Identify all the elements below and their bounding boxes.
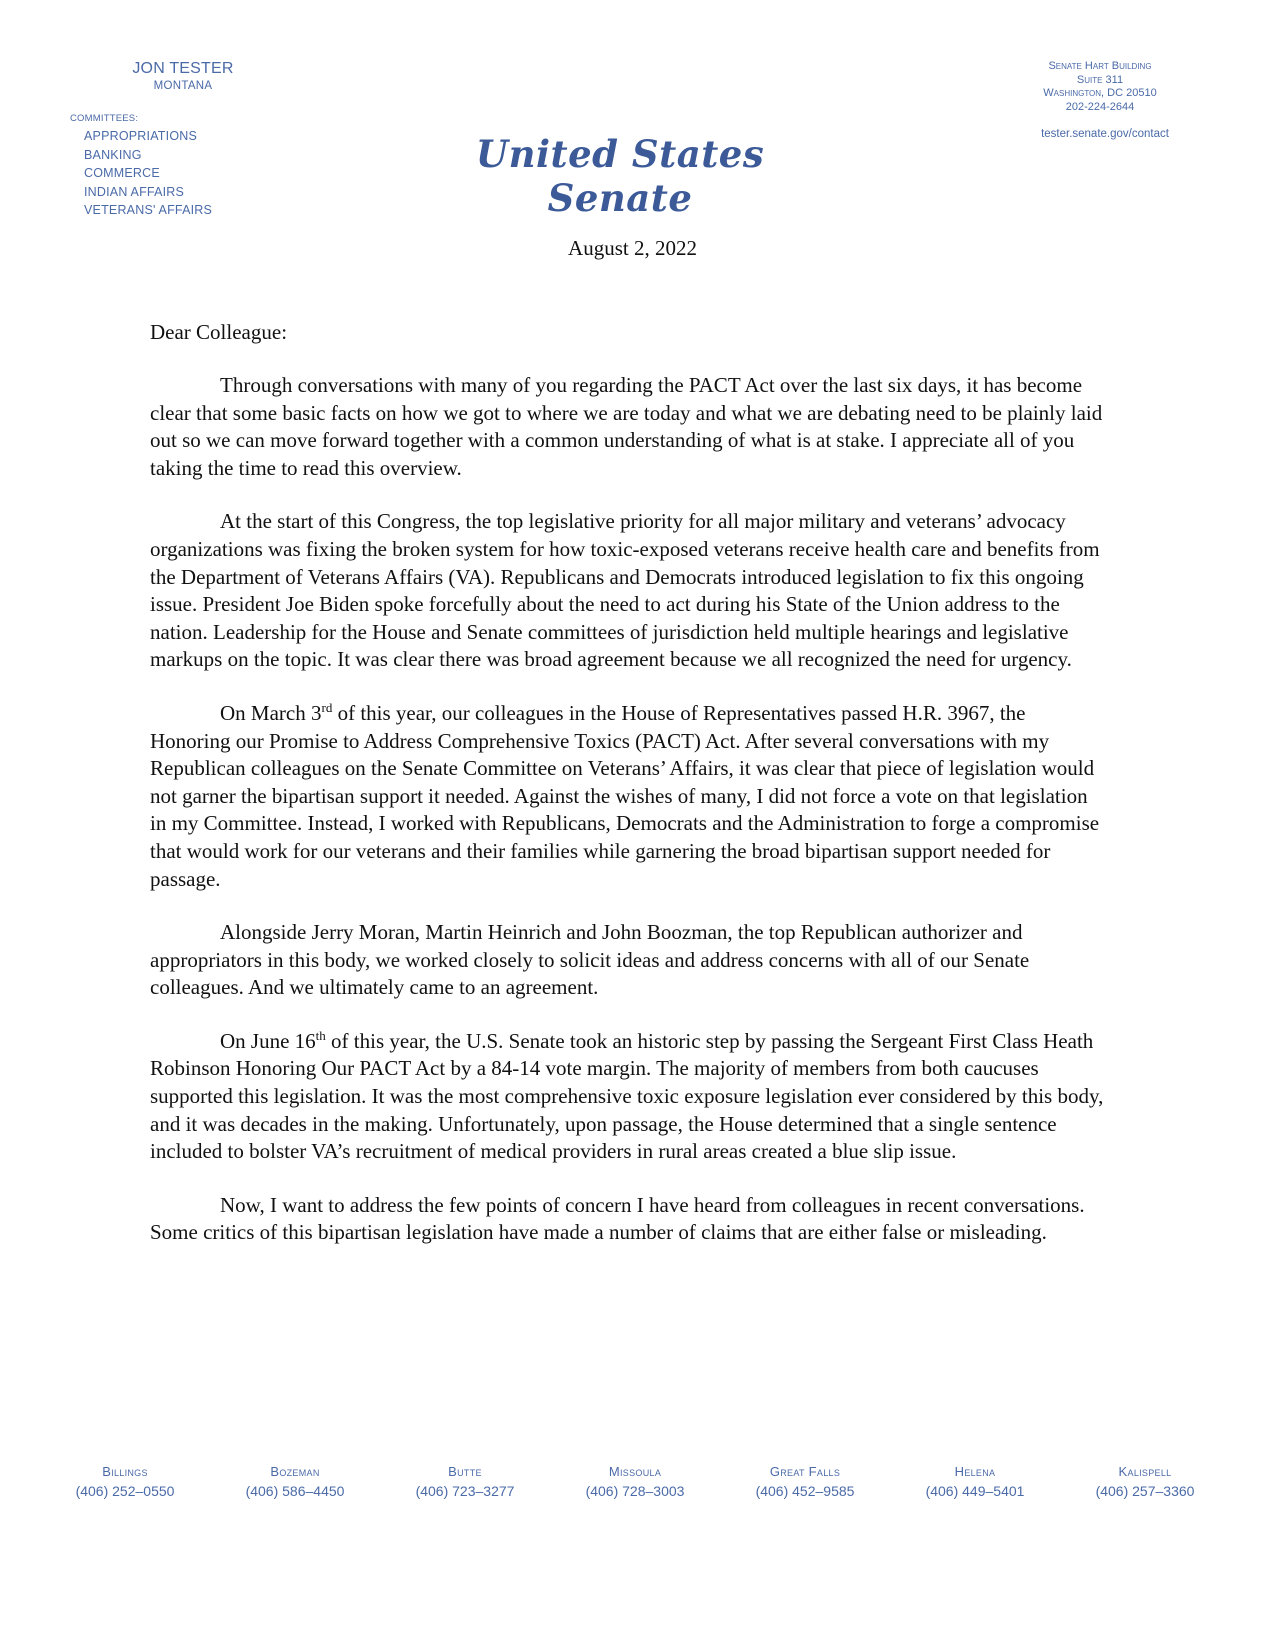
committee-item: APPROPRIATIONS (84, 129, 198, 143)
paragraph (150, 700, 1108, 893)
office-phone: (406) 257–3360 (1095, 1483, 1195, 1499)
paragraph (150, 1028, 1108, 1166)
letter-body (150, 372, 1108, 1273)
office-city: Kalispell (1118, 1464, 1172, 1479)
senator-state: MONTANA (153, 80, 213, 92)
footer-offices (50, 1464, 1220, 1499)
office-city: Missoula (608, 1464, 662, 1479)
office-city: Butte (448, 1464, 482, 1479)
contact-url: tester.senate.gov/contact (1041, 128, 1169, 140)
address-line: Suite 311 (1076, 73, 1124, 86)
committees-label: COMMITTEES: (70, 113, 139, 124)
office-address (1010, 60, 1190, 114)
address-line: Senate Hart Building (1048, 60, 1152, 72)
paragraph: Through conversations with many of you regarding the PACT Act over the last six days, it has become clear that some basic facts on how we got to where we are today and what we are debating need to be plainly laid out so we can move forward together with a common understanding of what is at stake. I appreciate all of you taking the time to read this overview. (150, 373, 1103, 480)
address-phone: 202-224-2644 (1065, 100, 1135, 113)
paragraph: At the start of this Congress, the top legislative priority for all major military and veterans’ advocacy organizations was fixing the broken system for how toxic-exposed veterans receive health care and benefits from the Department of Veterans Affairs (VA). Republicans and Democrats introduced legislation to fix this ongoing issue. President Joe Biden spoke forcefully about the need to act during his State of the Union address to the nation. Leadership for the House and Senate committees of jurisdiction held multiple hearings and legislative markups on the topic. It was clear there was broad agreement because we all recognized the need for urgency. (150, 509, 1100, 672)
office-missoula (560, 1464, 710, 1499)
committee-item: VETERANS' AFFAIRS (84, 203, 213, 217)
office-phone: (406) 586–4450 (245, 1483, 345, 1499)
paragraph-text: On June 16 (220, 1028, 316, 1053)
office-city: Billings (102, 1464, 148, 1479)
paragraph-text: of this year, our colleagues in the House of Representatives passed H.R. 3967, the Honoring our Promise to Address Comprehensive Toxics (PACT) Act. After several conversations with my Republican colleagues on the Senate Committee on Veterans’ Affairs, it was clear that piece of legislation would not garner the bipartisan support it needed. Against the wishes of many, I did not force a vote on that legislation in my Committee. Instead, I worked with Republicans, Democrats and the Administration to forge a compromise that would work for our veterans and their families while garnering the broad bipartisan support needed for passage. (150, 700, 1100, 891)
ordinal-suffix: th (315, 1027, 326, 1043)
paragraph-text: On March 3 (220, 700, 322, 725)
office-phone: (406) 728–3003 (585, 1483, 685, 1499)
letter-date: August 2, 2022 (568, 236, 697, 260)
office-phone: (406) 452–9585 (755, 1483, 855, 1499)
office-butte (390, 1464, 540, 1499)
office-phone: (406) 252–0550 (75, 1483, 175, 1499)
office-great-falls (730, 1464, 880, 1499)
office-city: Great Falls (769, 1464, 841, 1479)
office-city: Bozeman (270, 1464, 320, 1479)
committee-item: COMMERCE (84, 166, 160, 180)
committee-item: INDIAN AFFAIRS (84, 184, 185, 199)
office-helena (900, 1464, 1050, 1499)
senate-masthead: United States Senate (475, 132, 765, 220)
committees-block (70, 113, 212, 220)
office-phone: (406) 449–5401 (925, 1483, 1025, 1499)
senator-name: JON TESTER (132, 60, 234, 77)
paragraph: Alongside Jerry Moran, Martin Heinrich and John Boozman, the top Republican authorizer and appropriators in this body, we worked closely to solicit ideas and address concerns with all of our Senate colleagues. And we ultimately came to an agreement. (150, 920, 1030, 1000)
senator-block (118, 60, 248, 92)
address-line: Washington, DC 20510 (1043, 87, 1157, 99)
office-kalispell (1070, 1464, 1220, 1499)
paragraph: Now, I want to address the few points of concern I have heard from colleagues in recent conversations. Some critics of this bipartisan legislation have made a number of claims that are either false or misleading. (150, 1192, 1085, 1245)
committees-list (84, 127, 212, 220)
office-phone: (406) 723–3277 (415, 1483, 515, 1499)
office-bozeman (220, 1464, 370, 1499)
ordinal-suffix: rd (321, 699, 333, 715)
salutation: Dear Colleague: (150, 320, 288, 344)
paragraph-text: of this year, the U.S. Senate took an historic step by passing the Sergeant First Class Heath Robinson Honoring Our PACT Act by a 84-14 vote margin. The majority of members from both caucuses supported this legislation. It was the most comprehensive toxic exposure legislation ever considered by this body, and it was decades in the making. Unfortunately, upon passage, the House determined that a single sentence included to bolster VA’s recruitment of medical providers in rural areas created a blue slip issue. (150, 1028, 1104, 1164)
office-billings (50, 1464, 200, 1499)
office-city: Helena (954, 1464, 996, 1479)
committee-item: BANKING (84, 147, 142, 162)
